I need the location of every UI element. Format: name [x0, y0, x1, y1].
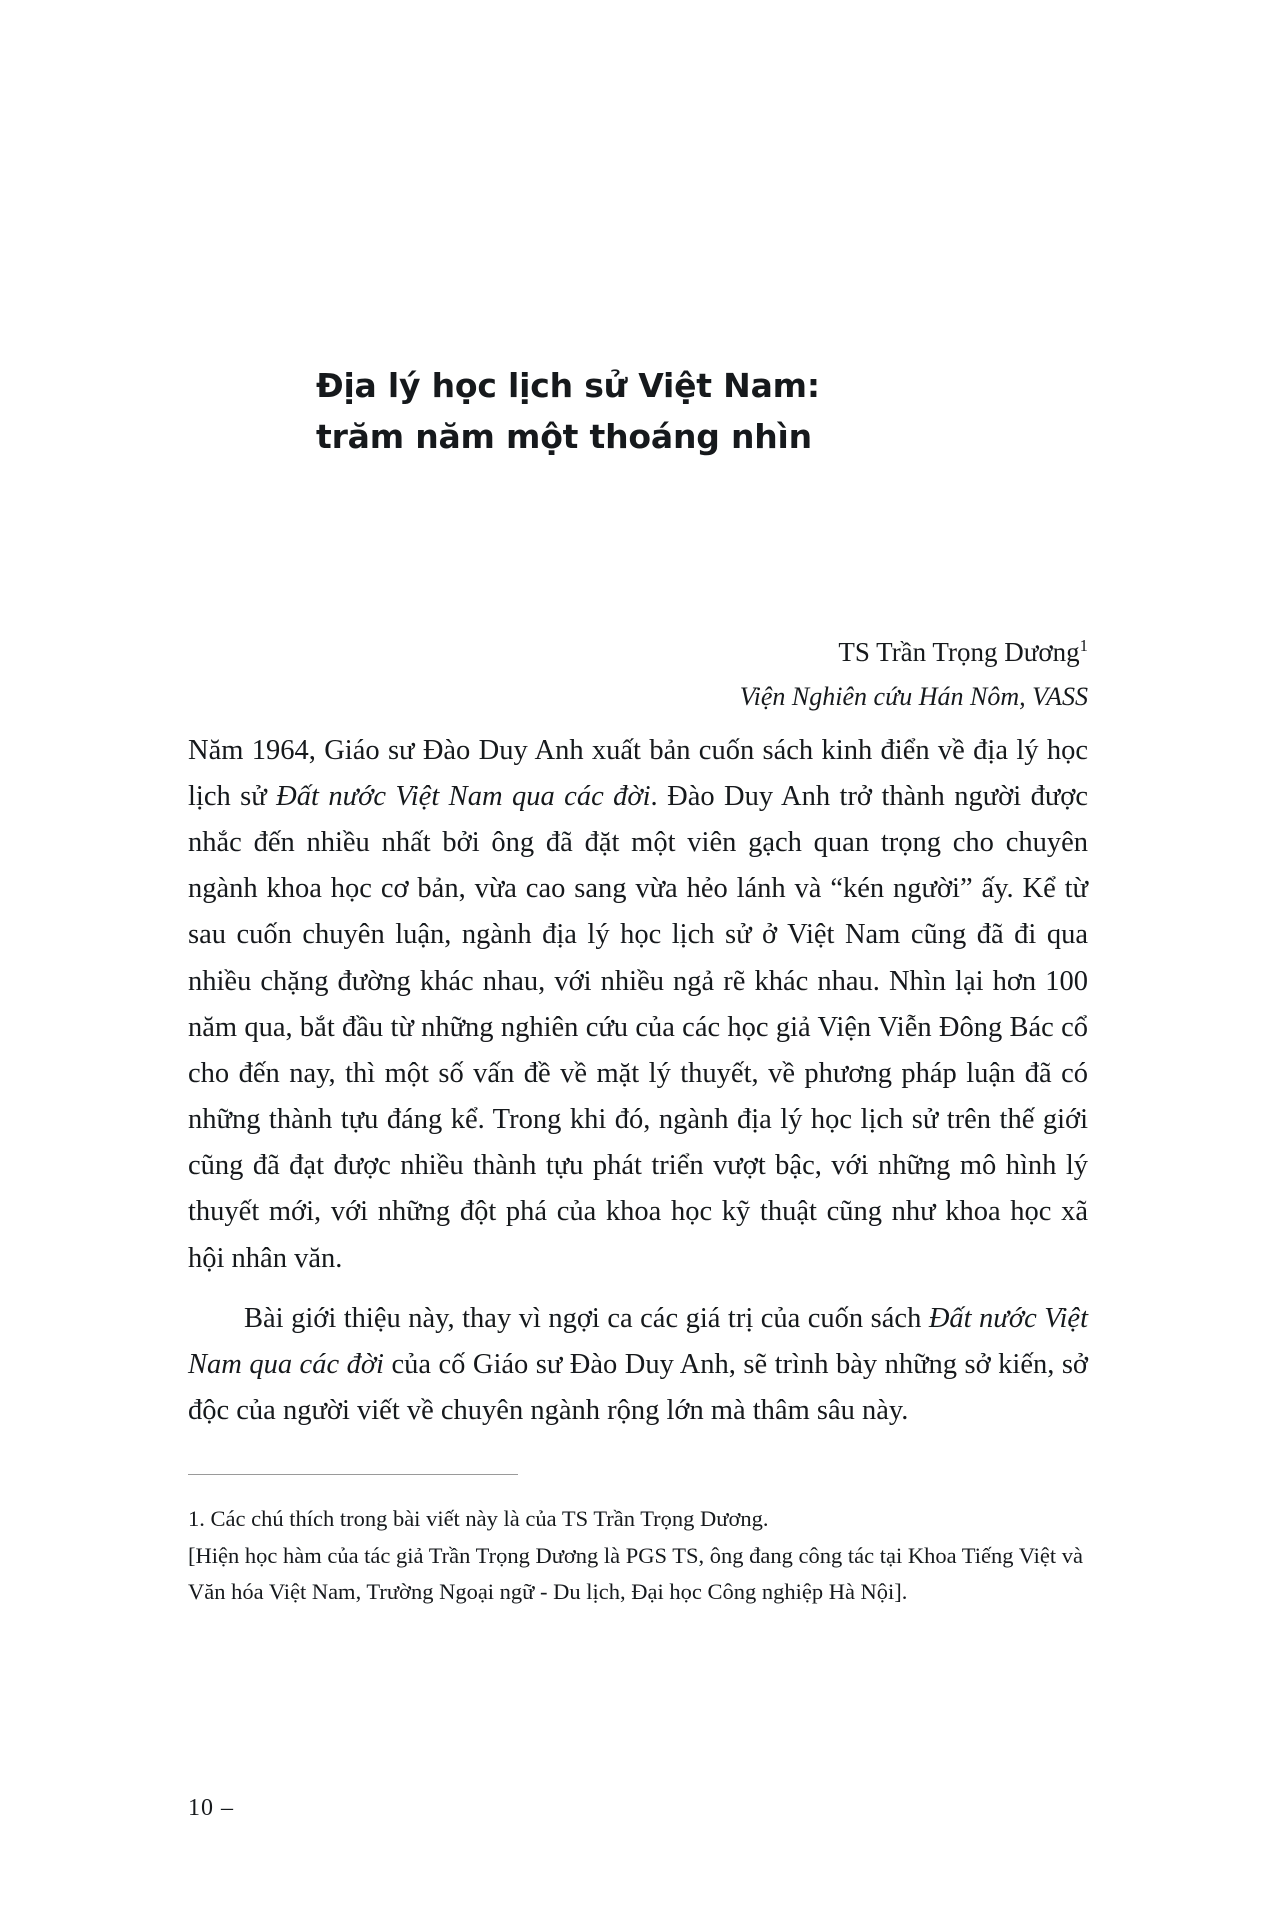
book-title-italic: Đất nước Việt Nam qua các đời — [188, 1302, 1088, 1380]
page-title — [316, 360, 1076, 462]
paragraph-text: của cố Giáo sư Đào Duy Anh, sẽ trình bày những sở kiến, sở độc của người viết về chuyên ngành rộng lớn mà thâm sâu này. — [188, 1348, 1088, 1426]
author-affiliation: Viện Nghiên cứu Hán Nôm, VASS — [739, 681, 1088, 711]
paragraph-text: Năm 1964, Giáo sư Đào Duy Anh xuất bản cuốn sách kinh điển về địa lý học lịch sử — [188, 734, 1088, 812]
author-name-text: TS Trần Trọng Dương — [838, 637, 1080, 668]
page-title-line-2: trăm năm một thoáng nhìn — [316, 417, 812, 457]
author-name — [188, 632, 1088, 673]
footnote-block — [188, 1501, 1088, 1610]
byline — [188, 632, 1088, 716]
body-paragraph — [188, 728, 1088, 1282]
book-title-italic: Đất nước Việt Nam qua các đời — [276, 780, 651, 812]
body-paragraph — [188, 1296, 1088, 1434]
page-content — [188, 360, 1088, 1610]
page-number: 10 – — [188, 1795, 234, 1821]
author-footnote-marker: 1 — [1079, 636, 1088, 656]
footnote-item: [Hiện học hàm của tác giả Trần Trọng Dương là PGS TS, ông đang công tác tại Khoa Tiếng Việt và Văn hóa Việt Nam, Trường Ngoại ngữ - Du lịch, Đại học Công nghiệp Hà Nội]. — [188, 1542, 1083, 1604]
paragraph-text: . Đào Duy Anh trở thành người được nhắc đến nhiều nhất bởi ông đã đặt một viên gạch quan trọng cho chuyên ngành khoa học cơ bản, vừa cao sang vừa hẻo lánh và “kén người” ấy. Kể từ sau cuốn chuyên luận, ngành địa lý học lịch sử ở Việt Nam cũng đã đi qua nhiều chặng đường khác nhau, với nhiều ngả rẽ khác nhau. Nhìn lại hơn 100 năm qua, bắt đầu từ những nghiên cứu của các học giả Viện Viễn Đông Bác cổ cho đến nay, thì một số vấn đề về mặt lý thuyết, về phương pháp luận đã có những thành tựu đáng kể. Trong khi đó, ngành địa lý học lịch sử trên thế giới cũng đã đạt được nhiều thành tựu phát triển vượt bậc, với những mô hình lý thuyết mới, với những đột phá của khoa học kỹ thuật cũng như khoa học xã hội nhân văn. — [188, 780, 1089, 1274]
footnote-item: 1. Các chú thích trong bài viết này là của TS Trần Trọng Dương. — [188, 1506, 769, 1532]
footnote-separator — [188, 1474, 518, 1475]
paragraph-text: Bài giới thiệu này, thay vì ngợi ca các giá trị của cuốn sách — [244, 1302, 929, 1334]
page-title-line-1: Địa lý học lịch sử Việt Nam: — [316, 366, 820, 405]
